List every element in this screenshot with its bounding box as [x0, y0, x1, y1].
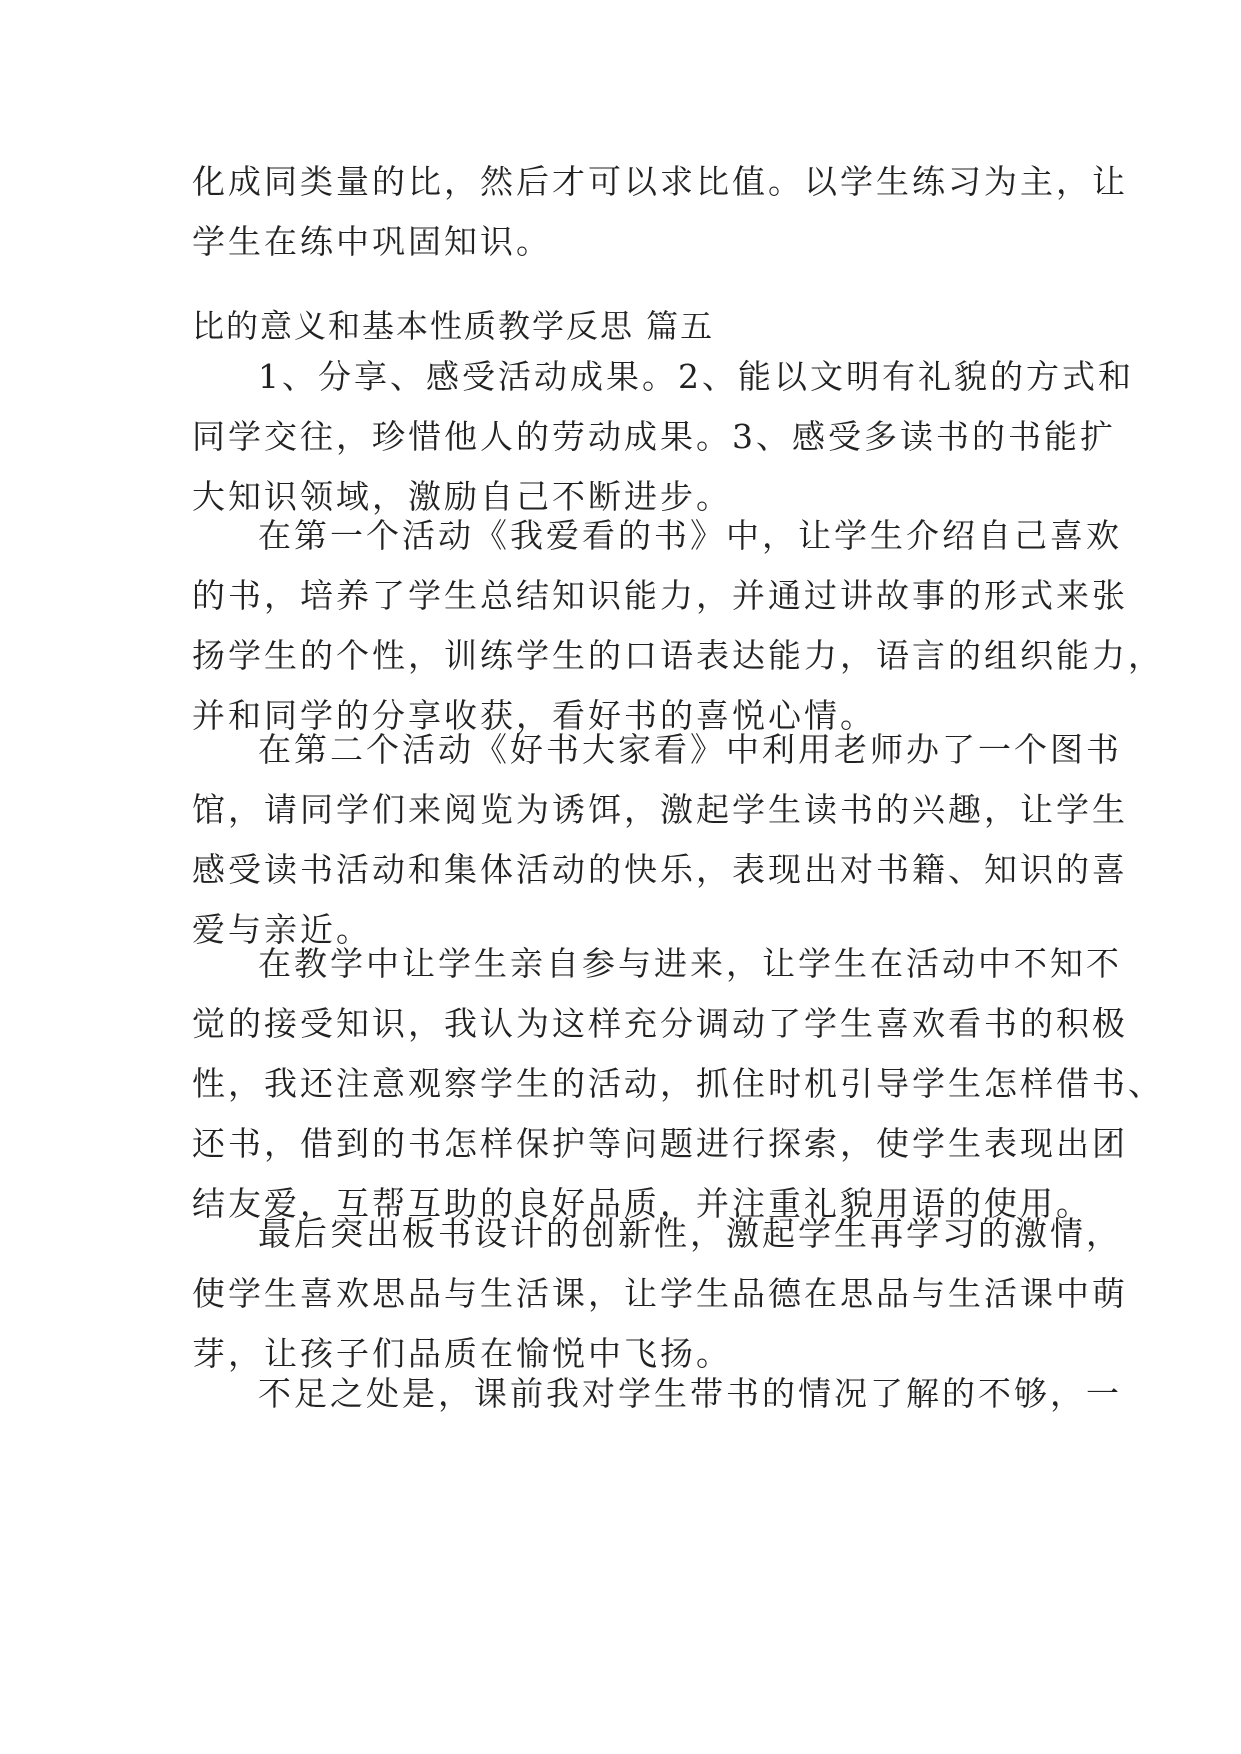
text-line: 使学生喜欢思品与生活课，让学生品德在思品与生活课中萌: [192, 1274, 1128, 1313]
text-line: 学生在练中巩固知识。: [192, 222, 552, 261]
text-line: 最后突出板书设计的创新性，激起学生再学习的激情，: [258, 1214, 1122, 1253]
text-line: 化成同类量的比，然后才可以求比值。以学生练习为主，让: [192, 162, 1128, 201]
text-line: 并和同学的分享收获，看好书的喜悦心情。: [192, 696, 876, 735]
text-line: 在教学中让学生亲自参与进来，让学生在活动中不知不: [258, 944, 1122, 983]
text-line: 性，我还注意观察学生的活动，抓住时机引导学生怎样借书、: [192, 1064, 1164, 1103]
text-line: 扬学生的个性，训练学生的口语表达能力，语言的组织能力，: [192, 636, 1164, 675]
text-line: 觉的接受知识，我认为这样充分调动了学生喜欢看书的积极: [192, 1004, 1128, 1043]
text-line: 芽，让孩子们品质在愉悦中飞扬。: [192, 1334, 732, 1373]
paragraph-3: [192, 720, 1128, 960]
text-line: 的书，培养了学生总结知识能力，并通过讲故事的形式来张: [192, 576, 1128, 615]
paragraph-6: [192, 1364, 1122, 1424]
text-line: 感受读书活动和集体活动的快乐，表现出对书籍、知识的喜: [192, 850, 1128, 889]
paragraph-2: [192, 506, 1164, 746]
text-line: 还书，借到的书怎样保护等问题进行探索，使学生表现出团: [192, 1124, 1128, 1163]
text-line: 馆，请同学们来阅览为诱饵，激起学生读书的兴趣，让学生: [192, 790, 1128, 829]
text-line: 不足之处是，课前我对学生带书的情况了解的不够，一: [258, 1374, 1122, 1413]
text-line: 结友爱，互帮互助的良好品质，并注重礼貌用语的使用。: [192, 1184, 1092, 1223]
text-line: 在第二个活动《好书大家看》中利用老师办了一个图书: [258, 730, 1122, 769]
text-line: 同学交往，珍惜他人的劳动成果。3、感受多读书的书能扩: [192, 417, 1116, 456]
paragraph-1: [192, 347, 1134, 527]
text-line: 1、分享、感受活动成果。2、能以文明有礼貌的方式和: [258, 357, 1134, 396]
text-line: 大知识领域，激励自己不断进步。: [192, 477, 732, 516]
text-line: 爱与亲近。: [192, 910, 372, 949]
intro-paragraph: [192, 152, 1128, 272]
text-line: 在第一个活动《我爱看的书》中，让学生介绍自己喜欢: [258, 516, 1122, 555]
section-title: 比的意义和基本性质教学反思 篇五: [192, 307, 715, 345]
paragraph-5: [192, 1204, 1128, 1384]
